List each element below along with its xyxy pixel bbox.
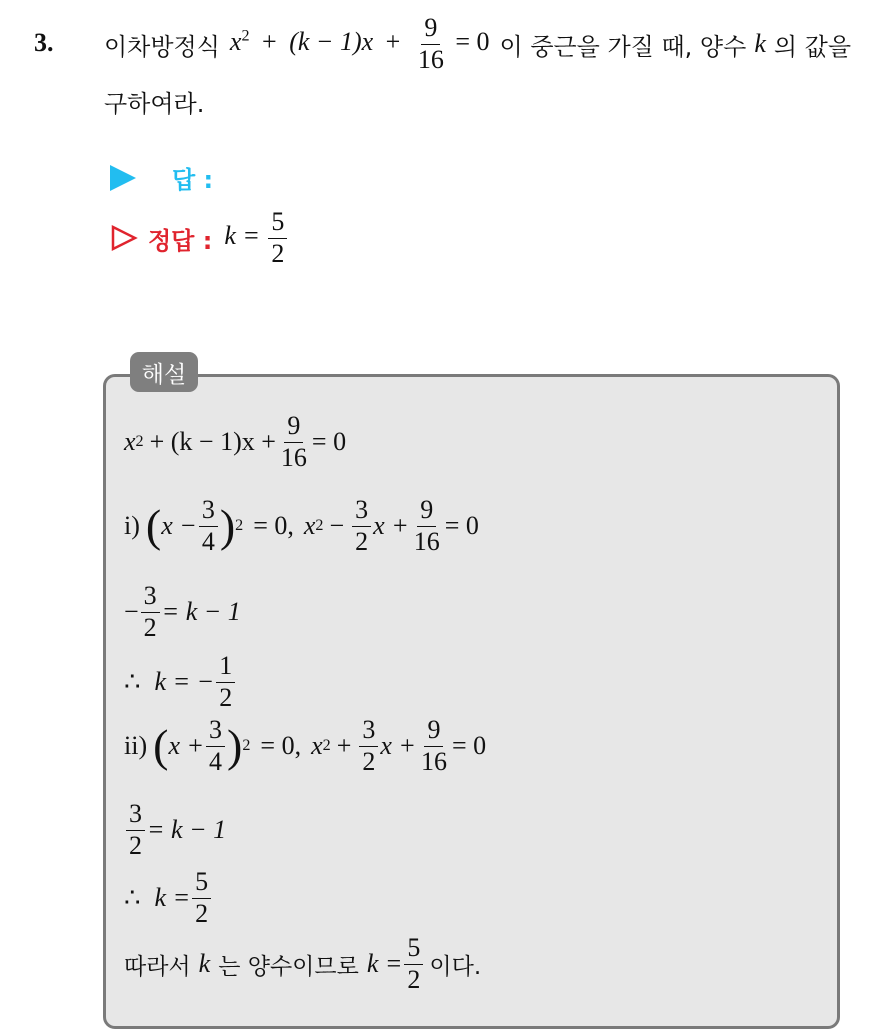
play-outline-icon <box>110 224 138 252</box>
question-k-var: k <box>754 29 766 59</box>
question-line-2: 구하여라. <box>104 90 205 118</box>
question-equation: $x^2 + (k - 1)x$ + $\frac{9}{16}$ = 0 <box>229 13 490 74</box>
solution-line-7: ∴ k = $\frac{5}{2}$ <box>124 868 213 928</box>
solution-line-4: ∴ k = − $\frac{1}{2}$ <box>124 652 237 712</box>
solution-line-2: i) ( x − $\frac{3}{4}$ ) 2 = 0, x 2 − $\frac{3}{2}$ x + $\frac{9}{16}$ = 0 <box>124 495 479 556</box>
question-fraction: $\frac{9}{16}$ <box>417 13 444 74</box>
answer-label: 답 : <box>172 166 214 194</box>
solution-line-1: x 2 + (k − 1)x + $\frac{9}{16}$ = 0 <box>124 411 347 472</box>
correct-answer-label: 정답 : <box>148 226 213 255</box>
solution-line-5: ii) ( x + $\frac{3}{4}$ ) 2 = 0, x 2 + $\frac{3}{2}$ x + $\frac{9}{16}$ = 0 <box>124 715 487 776</box>
solution-tab: 해설 <box>130 352 198 392</box>
correct-answer-row <box>110 208 289 268</box>
question-number: 3. <box>34 28 54 57</box>
question-prefix: 이차방정식 <box>104 32 220 61</box>
solution-line-6: $\frac{3}{2}$ = k − 1 <box>124 800 226 860</box>
correct-answer-value: k = $\frac{5}{2}$ <box>224 208 289 268</box>
solution-line-3: − $\frac{3}{2}$ = k − 1 <box>124 581 241 642</box>
question-suffix: 의 값을 <box>773 32 852 61</box>
play-filled-icon <box>110 165 136 191</box>
answer-row <box>110 160 213 195</box>
question-k-term: (k − 1)x <box>289 27 374 57</box>
question-middle-text: 이 중근을 가질 때, 양수 <box>499 32 747 61</box>
question-line-1 <box>104 14 851 74</box>
solution-line-8: 따라서 k 는 양수이므로 k = $\frac{5}{2}$ 이다. <box>124 933 482 994</box>
